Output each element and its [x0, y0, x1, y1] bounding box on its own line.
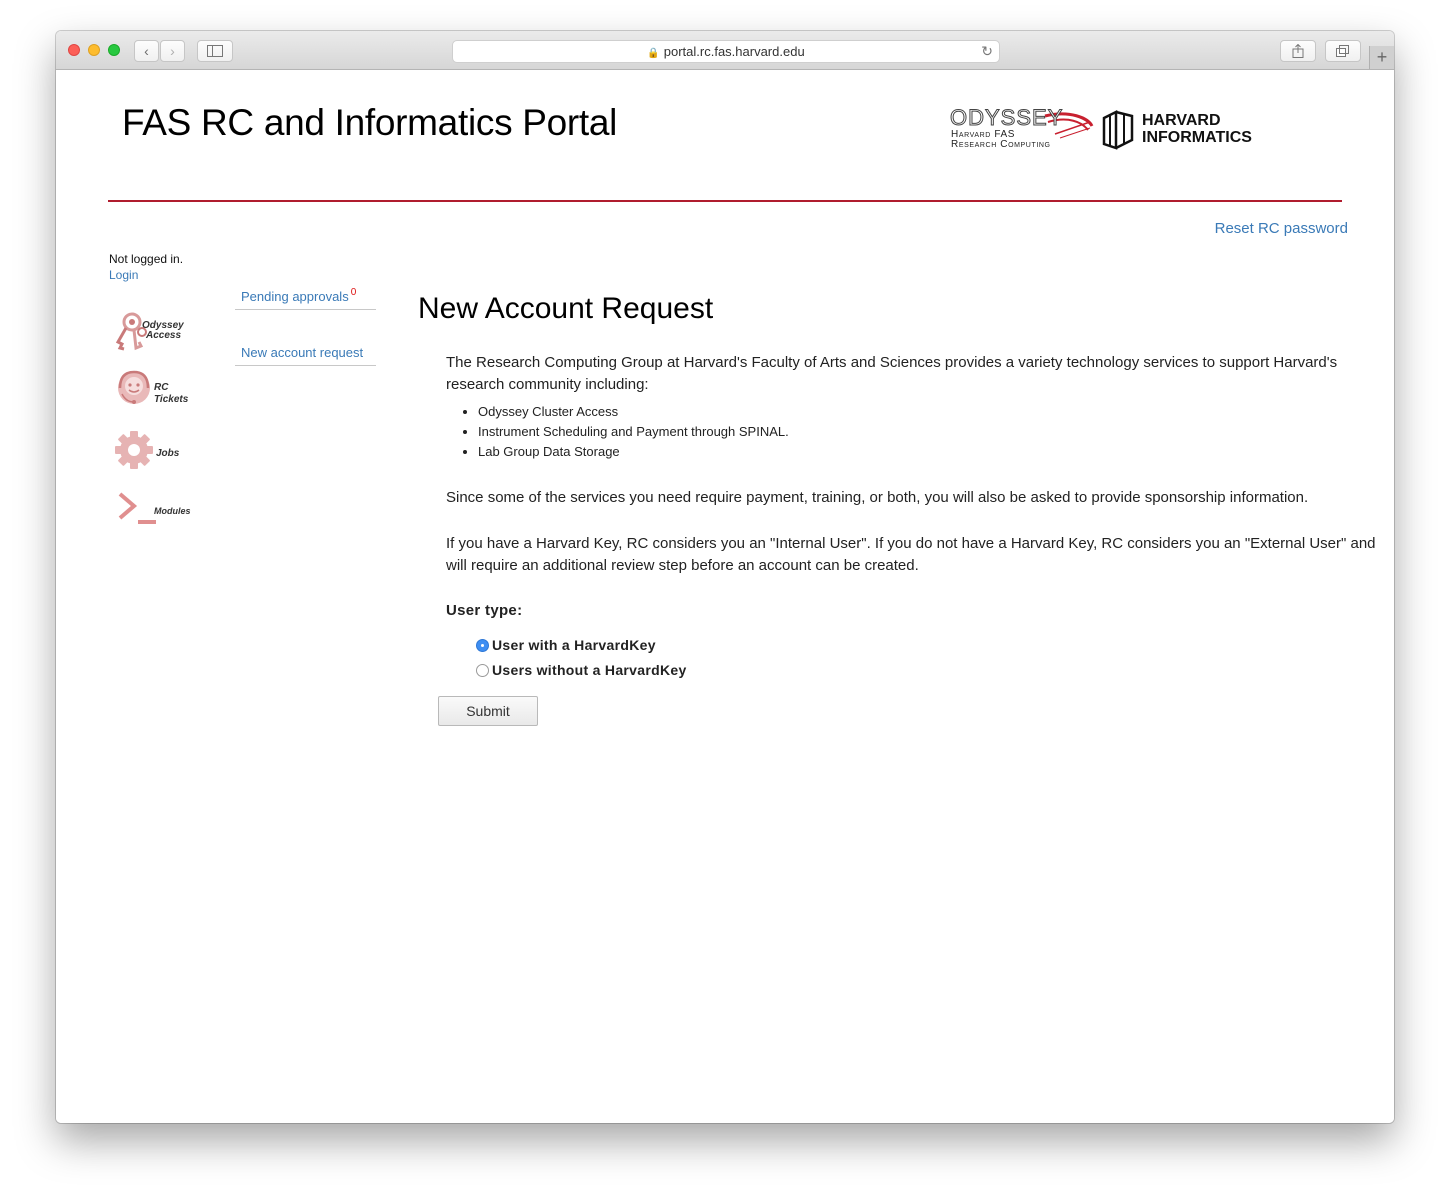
- tabs-icon: [1336, 45, 1350, 57]
- modules-link[interactable]: [114, 490, 204, 534]
- rc-tickets-link[interactable]: [114, 368, 204, 412]
- odyssey-access-link[interactable]: [114, 312, 204, 356]
- chevron-right-icon: ›: [170, 43, 175, 59]
- harvard-informatics-mark-icon: [1102, 110, 1136, 150]
- browser-titlebar: [56, 31, 1394, 70]
- page-heading: New Account Request: [418, 292, 714, 325]
- browser-window: [56, 31, 1394, 1123]
- service-item: • Lab Group Data Storage: [478, 442, 789, 462]
- odyssey-wordmark: ODYSSEY: [950, 105, 1064, 130]
- sidebar-item-new-account-request[interactable]: [235, 344, 376, 366]
- no-harvardkey-radio-label: Users without a HarvardKey: [492, 662, 687, 678]
- radio-option-no-harvardkey[interactable]: [476, 662, 687, 682]
- odyssey-access-label-1: Odyssey: [142, 320, 184, 331]
- sidebar-toggle-button[interactable]: [197, 40, 233, 62]
- user-type-label: User type:: [446, 602, 523, 619]
- login-status: Not logged in.: [109, 252, 184, 266]
- harvard-logo-line2: INFORMATICS: [1142, 129, 1252, 146]
- new-account-request-link[interactable]: New account request: [241, 345, 364, 360]
- harvardkey-radio[interactable]: [476, 639, 489, 652]
- main-content: [418, 292, 1384, 719]
- user-type-explanation: If you have a Harvard Key, RC considers you an "Internal User". If you do not have a Harvard Key, RC considers you an "External User" and will require an additional review step before an account can be created.: [446, 535, 1376, 574]
- address-bar[interactable]: [452, 40, 1000, 63]
- back-button[interactable]: [134, 40, 159, 62]
- service-item: • Instrument Scheduling and Payment through SPINAL.: [478, 422, 789, 442]
- services-list: [446, 402, 789, 462]
- forward-button[interactable]: [160, 40, 185, 62]
- jobs-link[interactable]: [114, 430, 204, 474]
- chevron-left-icon: ‹: [144, 43, 149, 59]
- new-tab-button[interactable]: [1369, 46, 1394, 69]
- no-harvardkey-radio[interactable]: [476, 664, 489, 677]
- harvardkey-radio-label: User with a HarvardKey: [492, 637, 656, 653]
- harvard-logo-line1: HARVARD: [1142, 112, 1221, 129]
- share-button[interactable]: [1280, 40, 1316, 62]
- intro-text: The Research Computing Group at Harvard's Faculty of Arts and Sciences provides a variety technology services to support Harvard's research community including:: [446, 354, 1338, 393]
- rc-tickets-person-icon: [114, 368, 154, 410]
- login-link[interactable]: Login: [109, 268, 139, 282]
- sidebar-item-pending-approvals[interactable]: [235, 287, 376, 310]
- odyssey-sub-line2: Research Computing: [951, 139, 1051, 150]
- header-divider: [108, 200, 1342, 202]
- submit-button[interactable]: Submit: [438, 696, 538, 726]
- rc-tickets-label-1: RC: [154, 382, 169, 393]
- reload-icon[interactable]: ↻: [981, 43, 993, 59]
- radio-option-harvardkey[interactable]: [476, 637, 656, 657]
- page: [56, 70, 1394, 1123]
- minimize-window-button[interactable]: [88, 44, 100, 56]
- odyssey-access-label-2: Access: [146, 330, 182, 341]
- pending-approvals-link[interactable]: Pending approvals: [241, 289, 349, 305]
- share-icon: [1292, 44, 1304, 58]
- odyssey-logo: [950, 105, 1095, 152]
- odyssey-sub-line1: Harvard FAS: [951, 129, 1016, 140]
- address-url: portal.rc.fas.harvard.edu: [663, 44, 805, 59]
- jobs-label: Jobs: [156, 448, 180, 459]
- portal-title: FAS RC and Informatics Portal: [122, 102, 618, 143]
- modules-label: Modules: [154, 506, 191, 516]
- sponsorship-text: Since some of the services you need require payment, training, or both, you will also be asked to provide sponsorship information.: [446, 489, 1309, 506]
- modules-terminal-icon: [114, 490, 158, 528]
- harvard-informatics-logo: [1102, 110, 1262, 152]
- pending-count-badge: 0: [350, 287, 357, 298]
- lock-icon: 🔒: [647, 48, 660, 59]
- sidebar-icon: [207, 45, 223, 57]
- close-window-button[interactable]: [68, 44, 80, 56]
- zoom-window-button[interactable]: [108, 44, 120, 56]
- odyssey-access-keys-icon: [114, 312, 150, 352]
- plus-icon: +: [1376, 47, 1388, 67]
- tabs-overview-button[interactable]: [1325, 40, 1361, 62]
- rc-tickets-label-2: Tickets: [154, 394, 189, 405]
- jobs-gear-icon: [114, 430, 154, 470]
- reset-rc-password-link[interactable]: Reset RC password: [1214, 220, 1348, 237]
- service-item: • Odyssey Cluster Access: [478, 402, 789, 422]
